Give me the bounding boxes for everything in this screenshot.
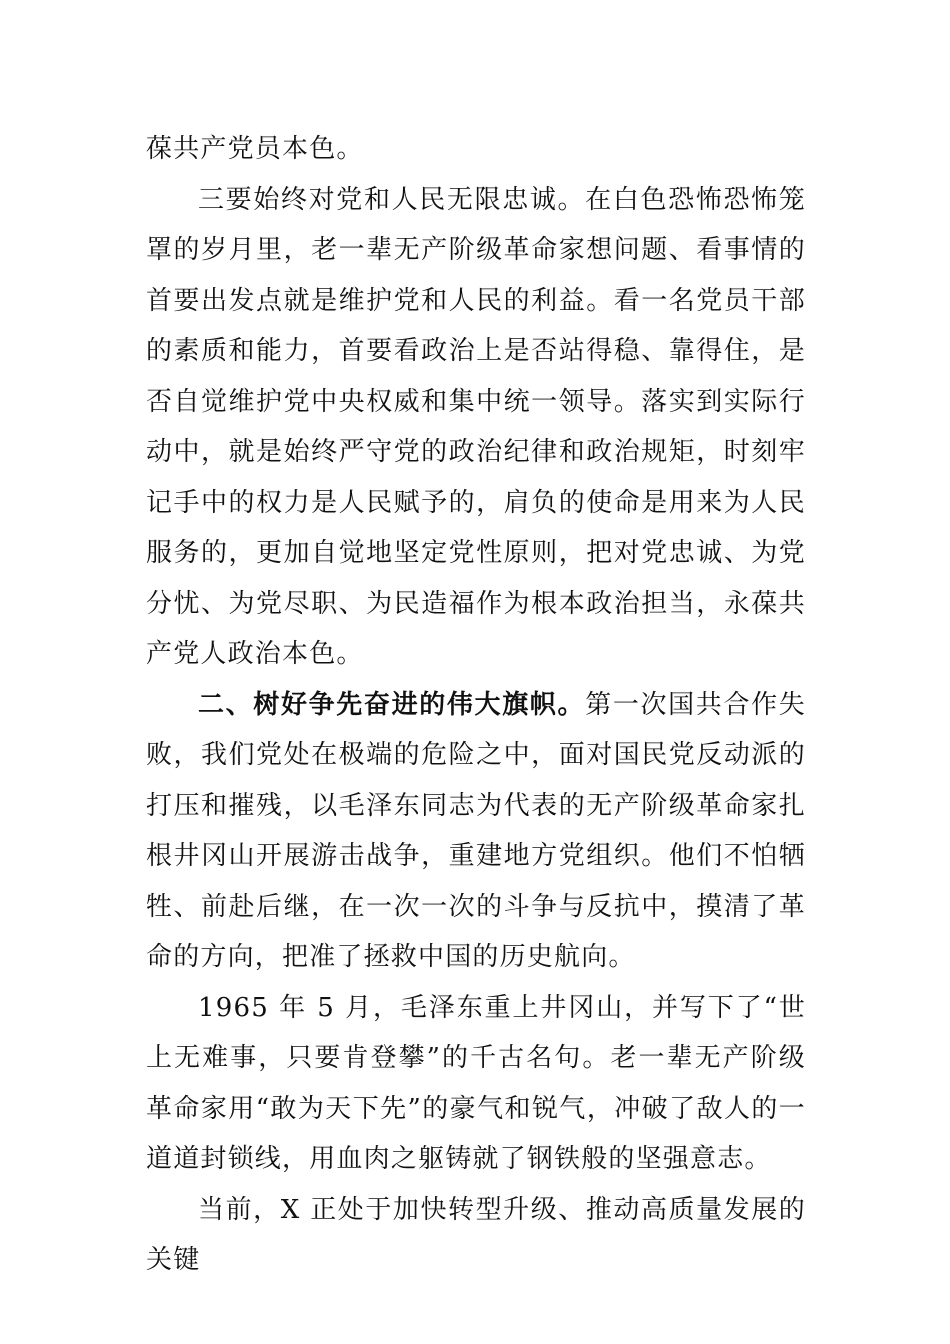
- paragraph-section-two: [146, 680, 806, 983]
- paragraph-current: 当前，X 正处于加快转型升级、推动高质量发展的关键: [146, 1194, 806, 1275]
- paragraph-continuation: 葆共产党员本色。: [146, 134, 364, 164]
- paragraph-loyalty: 三要始终对党和人民无限忠诚。在白色恐怖恐怖笼罩的岁月里，老一辈无产阶级革命家想问题、看事情的首要出发点就是维护党和人民的利益。看一名党员干部的素质和能力，首要看政治上是否站得稳、靠得住，是否自觉维护党中央权威和集中统一领导。落实到实际行动中，就是始终严守党的政治纪律和政治规矩，时刻牢记手中的权力是人民赋予的，肩负的使命是用来为人民服务的，更加自觉地坚定党性原则，把对党忠诚、为党分忧、为党尽职、为民造福作为根本政治担当，永葆共产党人政治本色。: [146, 184, 806, 669]
- paragraph-jinggangshan: 1965 年 5 月，毛泽东重上井冈山，并写下了“世上无难事，只要肯登攀”的千古名句。老一辈无产阶级革命家用“敢为天下先”的豪气和锐气，冲破了敌人的一道道封锁线，用血肉之躯铸就了钢铁般的坚强意志。: [146, 992, 806, 1174]
- document-page: [146, 124, 806, 1286]
- section-body: 第一次国共合作失败，我们党处在极端的危险之中，面对国民党反动派的打压和摧残，以毛泽东同志为代表的无产阶级革命家扎根井冈山开展游击战争，重建地方党组织。他们不怕牺牲、前赴后继，在一次一次的斗争与反抗中，摸清了革命的方向，把准了拯救中国的历史航向。: [146, 689, 806, 972]
- section-heading: 二、树好争先奋进的伟大旗帜。: [198, 689, 586, 720]
